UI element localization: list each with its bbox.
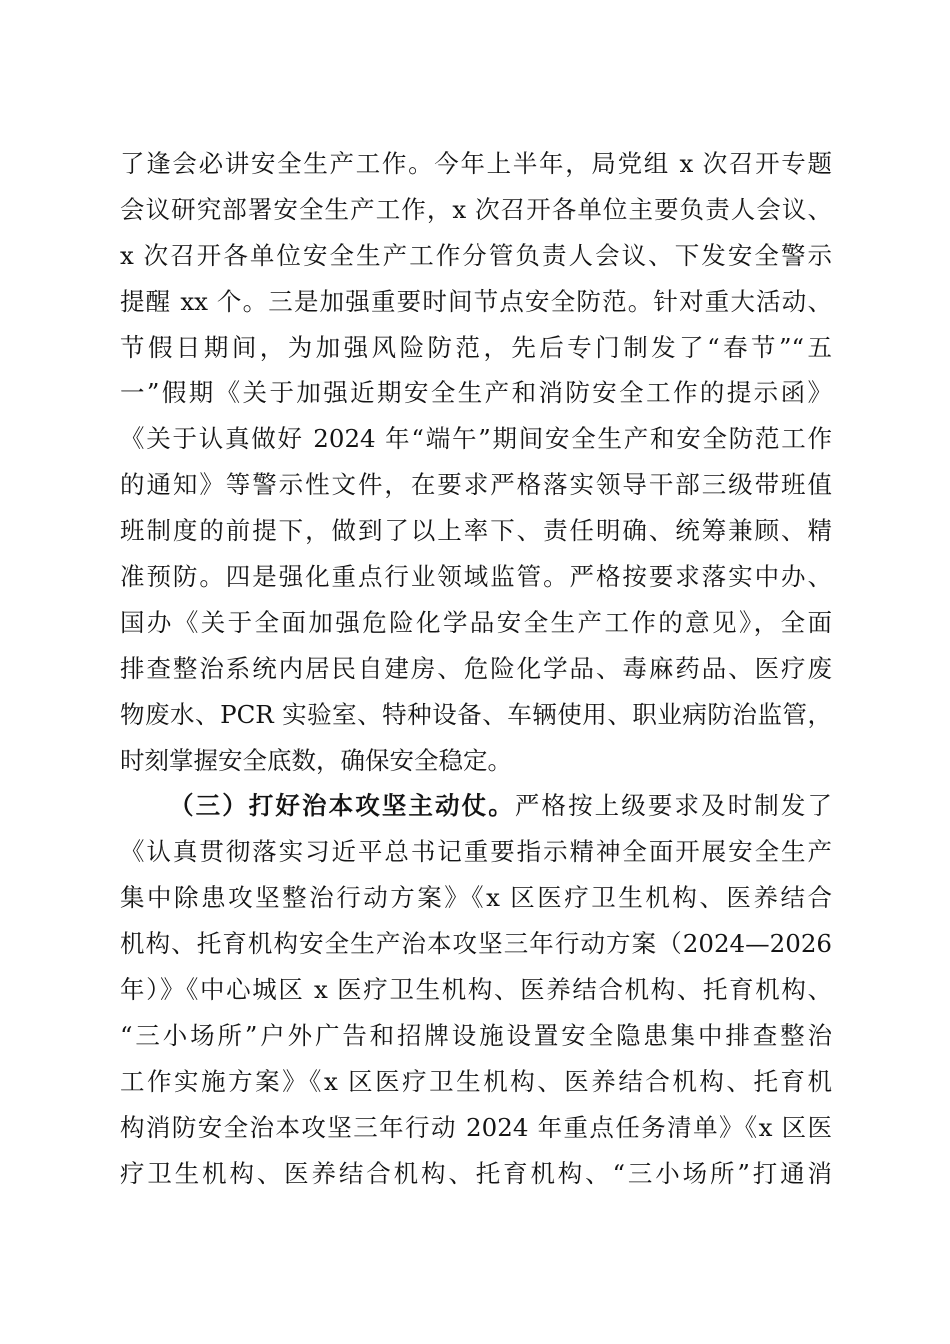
text-line: 机构、托育机构安全生产治本攻坚三年行动方案（2024—2026: [120, 929, 832, 959]
text-line: 工作实施方案》《x 区医疗卫生机构、医养结合机构、托育机: [120, 1066, 832, 1096]
text-line: 年）》《中心城区 x 医疗卫生机构、医养结合机构、托育机构、: [120, 975, 832, 1005]
text-line: 了逢会必讲安全生产工作。今年上半年，局党组 x 次召开专题: [120, 149, 832, 178]
text-line: 构消防安全治本攻坚三年行动 2024 年重点任务清单》《x 区医: [120, 1112, 832, 1142]
text-line: x 次召开各单位安全生产工作分管负责人会议、下发安全警示: [120, 240, 832, 270]
paragraph-2: [120, 783, 832, 1196]
text-line: 准预防。四是强化重点行业领域监管。严格按要求落实中办、: [120, 562, 832, 592]
text-line: 班制度的前提下，做到了以上率下、责任明确、统筹兼顾、精: [120, 516, 832, 546]
text-line: 会议研究部署安全生产工作，x 次召开各单位主要负责人会议、: [120, 194, 832, 224]
text-line: “三小场所”户外广告和招牌设施设置安全隐患集中排查整治: [120, 1020, 832, 1050]
text-line: 的通知》等警示性文件，在要求严格落实领导干部三级带班值: [120, 470, 832, 500]
text-line: 节假日期间，为加强风险防范，先后专门制发了“春节”“五: [120, 332, 832, 362]
text-line: 疗卫生机构、医养结合机构、托育机构、“三小场所”打通消: [120, 1158, 832, 1188]
paragraph-1: [120, 141, 832, 783]
text-line: 集中除患攻坚整治行动方案》《x 区医疗卫生机构、医养结合: [120, 883, 832, 913]
paragraph-2-first-line: [120, 783, 832, 829]
text-line: 排查整治系统内居民自建房、危险化学品、毒麻药品、医疗废: [120, 653, 832, 683]
text-line: 《认真贯彻落实习近平总书记重要指示精神全面开展安全生产: [120, 837, 832, 867]
text-line: 物废水、PCR 实验室、特种设备、车辆使用、职业病防治监管，: [120, 699, 832, 729]
text-line: 时刻掌握安全底数，确保安全稳定。: [120, 745, 512, 775]
text-line: 提醒 xx 个。三是加强重要时间节点安全防范。针对重大活动、: [120, 286, 832, 316]
document-body: [120, 141, 832, 1196]
section-heading: （三）打好治本攻坚主动仗。: [169, 791, 515, 821]
text-line: 一”假期《关于加强近期安全生产和消防安全工作的提示函》: [120, 378, 832, 408]
section-heading-rest: 严格按上级要求及时制发了: [514, 791, 832, 821]
text-line: 《关于认真做好 2024 年“端午”期间安全生产和安全防范工作: [120, 424, 832, 454]
text-line: 国办《关于全面加强危险化学品安全生产工作的意见》，全面: [120, 607, 832, 637]
